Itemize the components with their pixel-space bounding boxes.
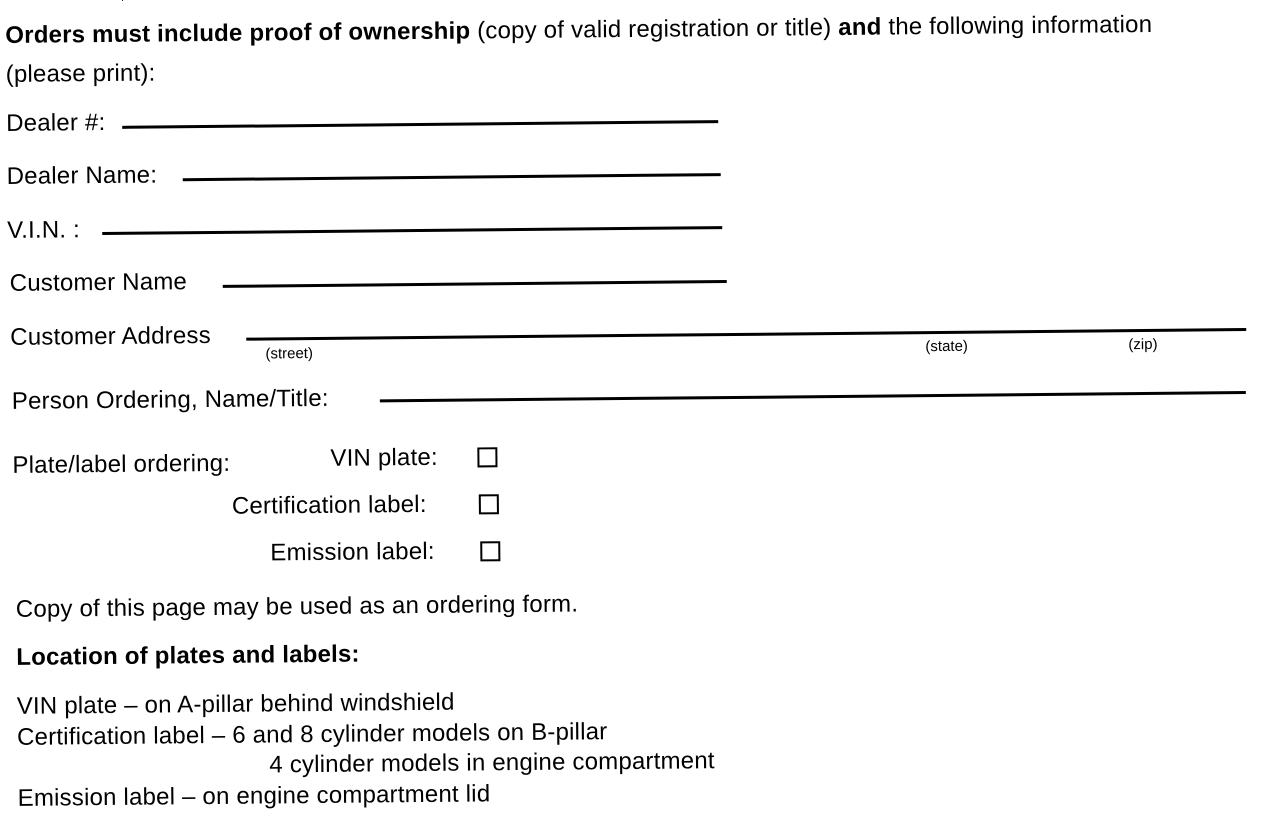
vin-field[interactable] xyxy=(102,226,722,235)
dealer-name-label: Dealer Name: xyxy=(6,161,158,190)
location-certification-label-2: 4 cylinder models in engine compartment xyxy=(269,747,715,779)
intro-tail: the following information xyxy=(881,10,1153,41)
copy-note: Copy of this page may be used as an ordering form. xyxy=(15,590,579,623)
dealer-name-field[interactable] xyxy=(183,173,721,181)
address-state-caption: (state) xyxy=(925,337,968,356)
certification-label-option-label: Certification label: xyxy=(231,490,427,520)
emission-label-checkbox[interactable] xyxy=(480,541,500,561)
stray-mark xyxy=(122,0,127,1)
address-street-caption: (street) xyxy=(265,345,314,363)
locations-heading: Location of plates and labels: xyxy=(16,640,360,671)
customer-name-field[interactable] xyxy=(223,280,727,288)
location-vin-plate: VIN plate – on A-pillar behind windshield xyxy=(16,688,455,720)
intro-bold-lead: Orders must include proof of ownership xyxy=(5,17,471,49)
dealer-number-field[interactable] xyxy=(122,120,718,129)
certification-label-checkbox[interactable] xyxy=(479,494,499,514)
intro-bold-and: and xyxy=(838,13,882,41)
vin-plate-option-label: VIN plate: xyxy=(330,443,438,472)
person-ordering-label: Person Ordering, Name/Title: xyxy=(11,384,329,415)
intro-line-1 xyxy=(5,11,1152,50)
location-emission-label: Emission label – on engine compartment lid xyxy=(17,780,491,812)
customer-address-field[interactable] xyxy=(246,328,1246,341)
intro-middle: (copy of valid registration or title) xyxy=(470,13,839,45)
person-ordering-field[interactable] xyxy=(380,391,1246,402)
plate-ordering-label: Plate/label ordering: xyxy=(12,449,231,479)
address-zip-caption: (zip) xyxy=(1128,335,1158,354)
vin-label: V.I.N. : xyxy=(7,216,81,244)
emission-label-option-label: Emission label: xyxy=(270,537,435,567)
vin-plate-checkbox[interactable] xyxy=(477,447,497,467)
dealer-number-label: Dealer #: xyxy=(6,108,106,137)
intro-line-2: (please print): xyxy=(5,59,156,88)
customer-name-label: Customer Name xyxy=(9,268,188,297)
customer-address-label: Customer Address xyxy=(10,321,211,351)
location-certification-label-1: Certification label – 6 and 8 cylinder models on B-pillar xyxy=(16,718,608,751)
